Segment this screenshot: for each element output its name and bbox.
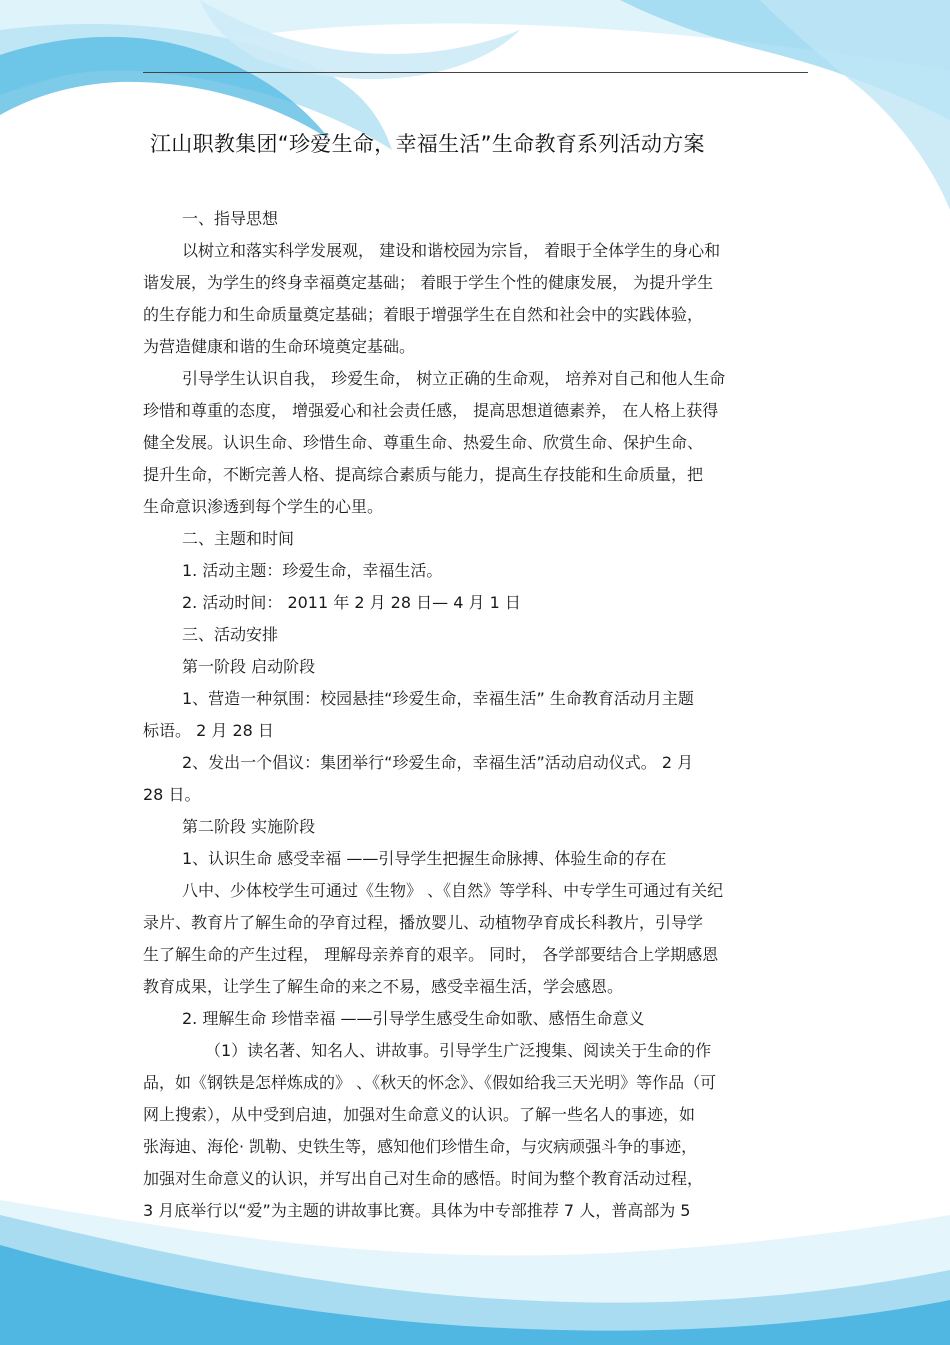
- phase-heading: 第一阶段 启动阶段: [182, 657, 316, 676]
- paragraph-line: 品，如《钢铁是怎样炼成的》 、《秋天的怀念》、《假如给我三天光明》等作品（可: [143, 1073, 717, 1092]
- paragraph-line: 生了解生命的产生过程， 理解母亲养育的艰辛。 同时， 各学部要结合上学期感恩: [143, 945, 719, 964]
- paragraph-line: 加强对生命意义的认识，并写出自己对生命的感悟。时间为整个教育活动过程，: [143, 1169, 704, 1188]
- section-heading: 二、主题和时间: [182, 529, 295, 548]
- paragraph-line: 教育成果，让学生了解生命的来之不易，感受幸福生活，学会感恩。: [143, 977, 624, 996]
- paragraph-line: 珍惜和尊重的态度， 增强爱心和社会责任感， 提高思想道德素养， 在人格上获得: [143, 401, 719, 420]
- paragraph-line: 引导学生认识自我， 珍爱生命， 树立正确的生命观， 培养对自己和他人生命: [182, 369, 726, 388]
- paragraph-line: 网上搜索），从中受到启迪，加强对生命意义的认识。了解一些名人的事迹，如: [143, 1105, 696, 1124]
- paragraph-line: 谐发展，为学生的终身幸福奠定基础； 着眼于学生个性的健康发展， 为提升学生: [143, 273, 714, 292]
- phase-heading: 第二阶段 实施阶段: [182, 817, 316, 836]
- paragraph-line: 为营造健康和谐的生命环境奠定基础。: [143, 337, 416, 356]
- paragraph-line: 提升生命，不断完善人格、提高综合素质与能力，提高生存技能和生命质量，把: [143, 465, 704, 484]
- paragraph-line: 2、发出一个倡议：集团举行“珍爱生命，幸福生活”活动启动仪式。 2 月: [182, 753, 694, 772]
- paragraph-line: 标语。 2 月 28 日: [143, 721, 274, 740]
- paragraph-line: 健全发展。认识生命、珍惜生命、尊重生命、热爱生命、欣赏生命、保护生命、: [143, 433, 704, 452]
- paragraph-line: 以树立和落实科学发展观， 建设和谐校园为宗旨， 着眼于全体学生的身心和: [182, 241, 721, 260]
- paragraph-line: 1、营造一种氛围：校园悬挂“珍爱生命，幸福生活” 生命教育活动月主题: [182, 689, 694, 708]
- header-rule: [143, 72, 808, 73]
- paragraph-line: 录片、教育片了解生命的孕育过程，播放婴儿、动植物孕育成长科教片，引导学: [143, 913, 704, 932]
- paragraph-line: 1. 活动主题：珍爱生命，幸福生活。: [182, 561, 443, 580]
- section-heading: 三、活动安排: [182, 625, 279, 644]
- paragraph-line: 张海迪、海伦· 凯勒、史铁生等，感知他们珍惜生命，与灾病顽强斗争的事迹，: [143, 1137, 698, 1156]
- paragraph-line: 1、认识生命 感受幸福 ——引导学生把握生命脉搏、体验生命的存在: [182, 849, 667, 868]
- section-heading: 一、指导思想: [182, 209, 279, 228]
- paragraph-line: 2. 理解生命 珍惜幸福 ——引导学生感受生命如歌、感悟生命意义: [182, 1009, 645, 1028]
- paragraph-line: 2. 活动时间： 2011 年 2 月 28 日— 4 月 1 日: [182, 593, 521, 612]
- paragraph-line: 3 月底举行以“爱”为主题的讲故事比赛。具体为中专部推荐 7 人，普高部为 5: [143, 1201, 691, 1220]
- paragraph-line: （1）读名著、知名人、讲故事。引导学生广泛搜集、阅读关于生命的作: [205, 1041, 712, 1060]
- paragraph-line: 八中、少体校学生可通过《生物》 、《自然》等学科、中专学生可通过有关纪: [182, 881, 724, 900]
- paragraph-line: 的生存能力和生命质量奠定基础；着眼于增强学生在自然和社会中的实践体验，: [143, 305, 704, 324]
- paragraph-line: 生命意识渗透到每个学生的心里。: [143, 497, 384, 516]
- paragraph-line: 28 日。: [143, 785, 201, 804]
- document-title: 江山职教集团“珍爱生命，幸福生活”生命教育系列活动方案: [150, 132, 705, 156]
